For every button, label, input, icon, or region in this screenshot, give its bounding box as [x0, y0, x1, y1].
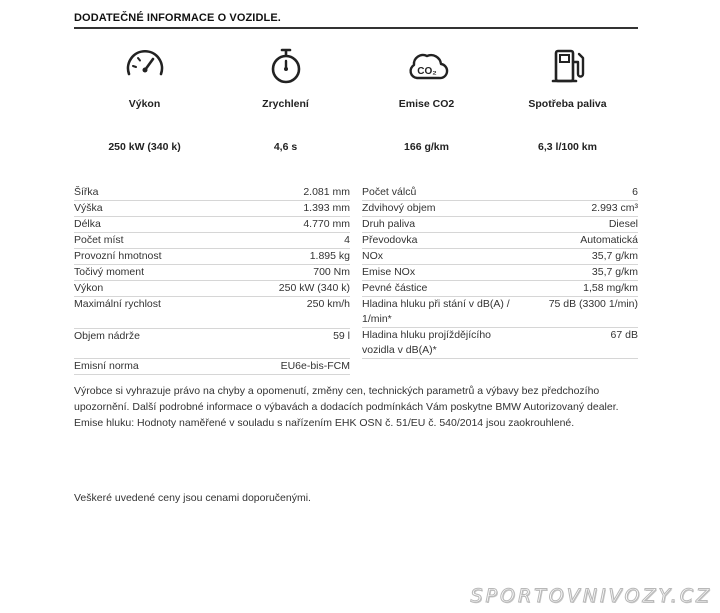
fuel-pump-icon [546, 44, 590, 88]
spec-column-left [74, 185, 350, 375]
spec-key: Převodovka [362, 234, 418, 246]
spec-value: 4.770 mm [303, 218, 350, 230]
highlight-value: 4,6 s [273, 141, 298, 153]
spec-key: Výkon [74, 282, 104, 294]
stopwatch-icon [264, 44, 308, 88]
highlight-label: Zrychlení [262, 98, 309, 110]
spec-key: Hladina hluku při stání v dB(A) / 1/min* [362, 298, 510, 325]
disclaimer-text: Výrobce si vyhrazuje právo na chyby a opomenutí, změny cen, technických parametrů a výbavy bez předchozího upozornění. Další podrobné informace o výbavách a dodacích podmínkách Vám poskytne BMW Autorizovaný dealer. [74, 385, 619, 413]
spec-row [362, 265, 638, 281]
spec-key: Pevné částice [362, 282, 428, 294]
co2-icon-text: CO₂ [416, 66, 437, 77]
spec-value: 250 km/h [306, 298, 350, 310]
price-note: Veškeré uvedené ceny jsou cenami doporučenými. [74, 492, 311, 504]
highlight-power [74, 44, 215, 153]
spec-row [74, 185, 350, 201]
spec-key: Zdvihový objem [362, 202, 436, 214]
spec-value: Automatická [580, 234, 638, 246]
spec-value: 1.393 mm [303, 202, 350, 214]
spec-value: 1,58 mg/km [583, 282, 638, 294]
speedometer-icon [123, 44, 167, 88]
spec-key: Točivý moment [74, 266, 145, 278]
highlight-value: 166 g/km [404, 141, 449, 153]
highlight-label: Spotřeba paliva [528, 98, 607, 110]
spec-key: Hladina hluku projíždějícího vozidla v dB(A)* [362, 329, 491, 356]
spec-row [74, 297, 350, 328]
spec-row [74, 328, 350, 359]
spec-row [74, 265, 350, 281]
spec-value: 700 Nm [313, 266, 350, 278]
disclaimer [74, 383, 644, 431]
spec-value: 4 [344, 234, 350, 246]
spec-key: Emise NOx [362, 266, 416, 278]
spec-value: 35,7 g/km [591, 250, 638, 262]
spec-key: NOx [362, 250, 383, 262]
highlight-label: Emise CO2 [398, 98, 455, 110]
spec-key: Maximální rychlost [74, 298, 161, 310]
spec-key: Emisní norma [74, 360, 139, 372]
noise-emission-note: Emise hluku: Hodnoty naměřené v souladu s nařízením EHK OSN č. 51/EU č. 540/2014 jsou zaokrouhlené. [74, 417, 575, 429]
spec-key: Druh paliva [362, 218, 416, 230]
spec-row [362, 201, 638, 217]
spec-row [362, 249, 638, 265]
spec-row [362, 217, 638, 233]
spec-value: 35,7 g/km [591, 266, 638, 278]
spec-value: 59 l [333, 330, 350, 342]
spec-value: 250 kW (340 k) [278, 282, 350, 294]
spec-row [74, 359, 350, 375]
spec-row [362, 281, 638, 297]
co2-cloud-icon [405, 44, 449, 88]
spec-value: Diesel [608, 218, 638, 230]
section-title: DODATEČNÉ INFORMACE O VOZIDLE. [74, 12, 638, 29]
spec-value: 67 dB [610, 329, 638, 341]
spec-row [74, 249, 350, 265]
spec-column-right [362, 185, 638, 359]
spec-row [74, 217, 350, 233]
highlight-acceleration [215, 44, 356, 153]
highlight-label: Výkon [128, 98, 161, 110]
spec-value: 2.081 mm [303, 186, 350, 198]
spec-key: Šířka [74, 186, 99, 198]
spec-row [362, 297, 638, 328]
spec-row [362, 233, 638, 249]
spec-key: Délka [74, 218, 101, 230]
spec-row [362, 185, 638, 201]
spec-row [74, 233, 350, 249]
watermark: SPORTOVNIVOZY.CZ [470, 585, 712, 607]
spec-value: 1.895 kg [309, 250, 350, 262]
highlight-consumption [497, 44, 638, 153]
highlight-co2 [356, 44, 497, 153]
spec-row [74, 201, 350, 217]
highlight-value: 6,3 l/100 km [538, 141, 597, 153]
spec-value: 6 [632, 186, 638, 198]
spec-key: Výška [74, 202, 103, 214]
spec-row [362, 328, 638, 359]
spec-key: Objem nádrže [74, 330, 140, 342]
spec-row [74, 281, 350, 297]
highlight-value: 250 kW (340 k) [108, 141, 181, 153]
spec-value: EU6e-bis-FCM [280, 360, 350, 372]
spec-key: Počet válců [362, 186, 417, 198]
spec-value: 75 dB (3300 1/min) [548, 298, 638, 310]
spec-key: Provozní hmotnost [74, 250, 162, 262]
spec-key: Počet míst [74, 234, 124, 246]
spec-value: 2.993 cm³ [591, 202, 638, 214]
